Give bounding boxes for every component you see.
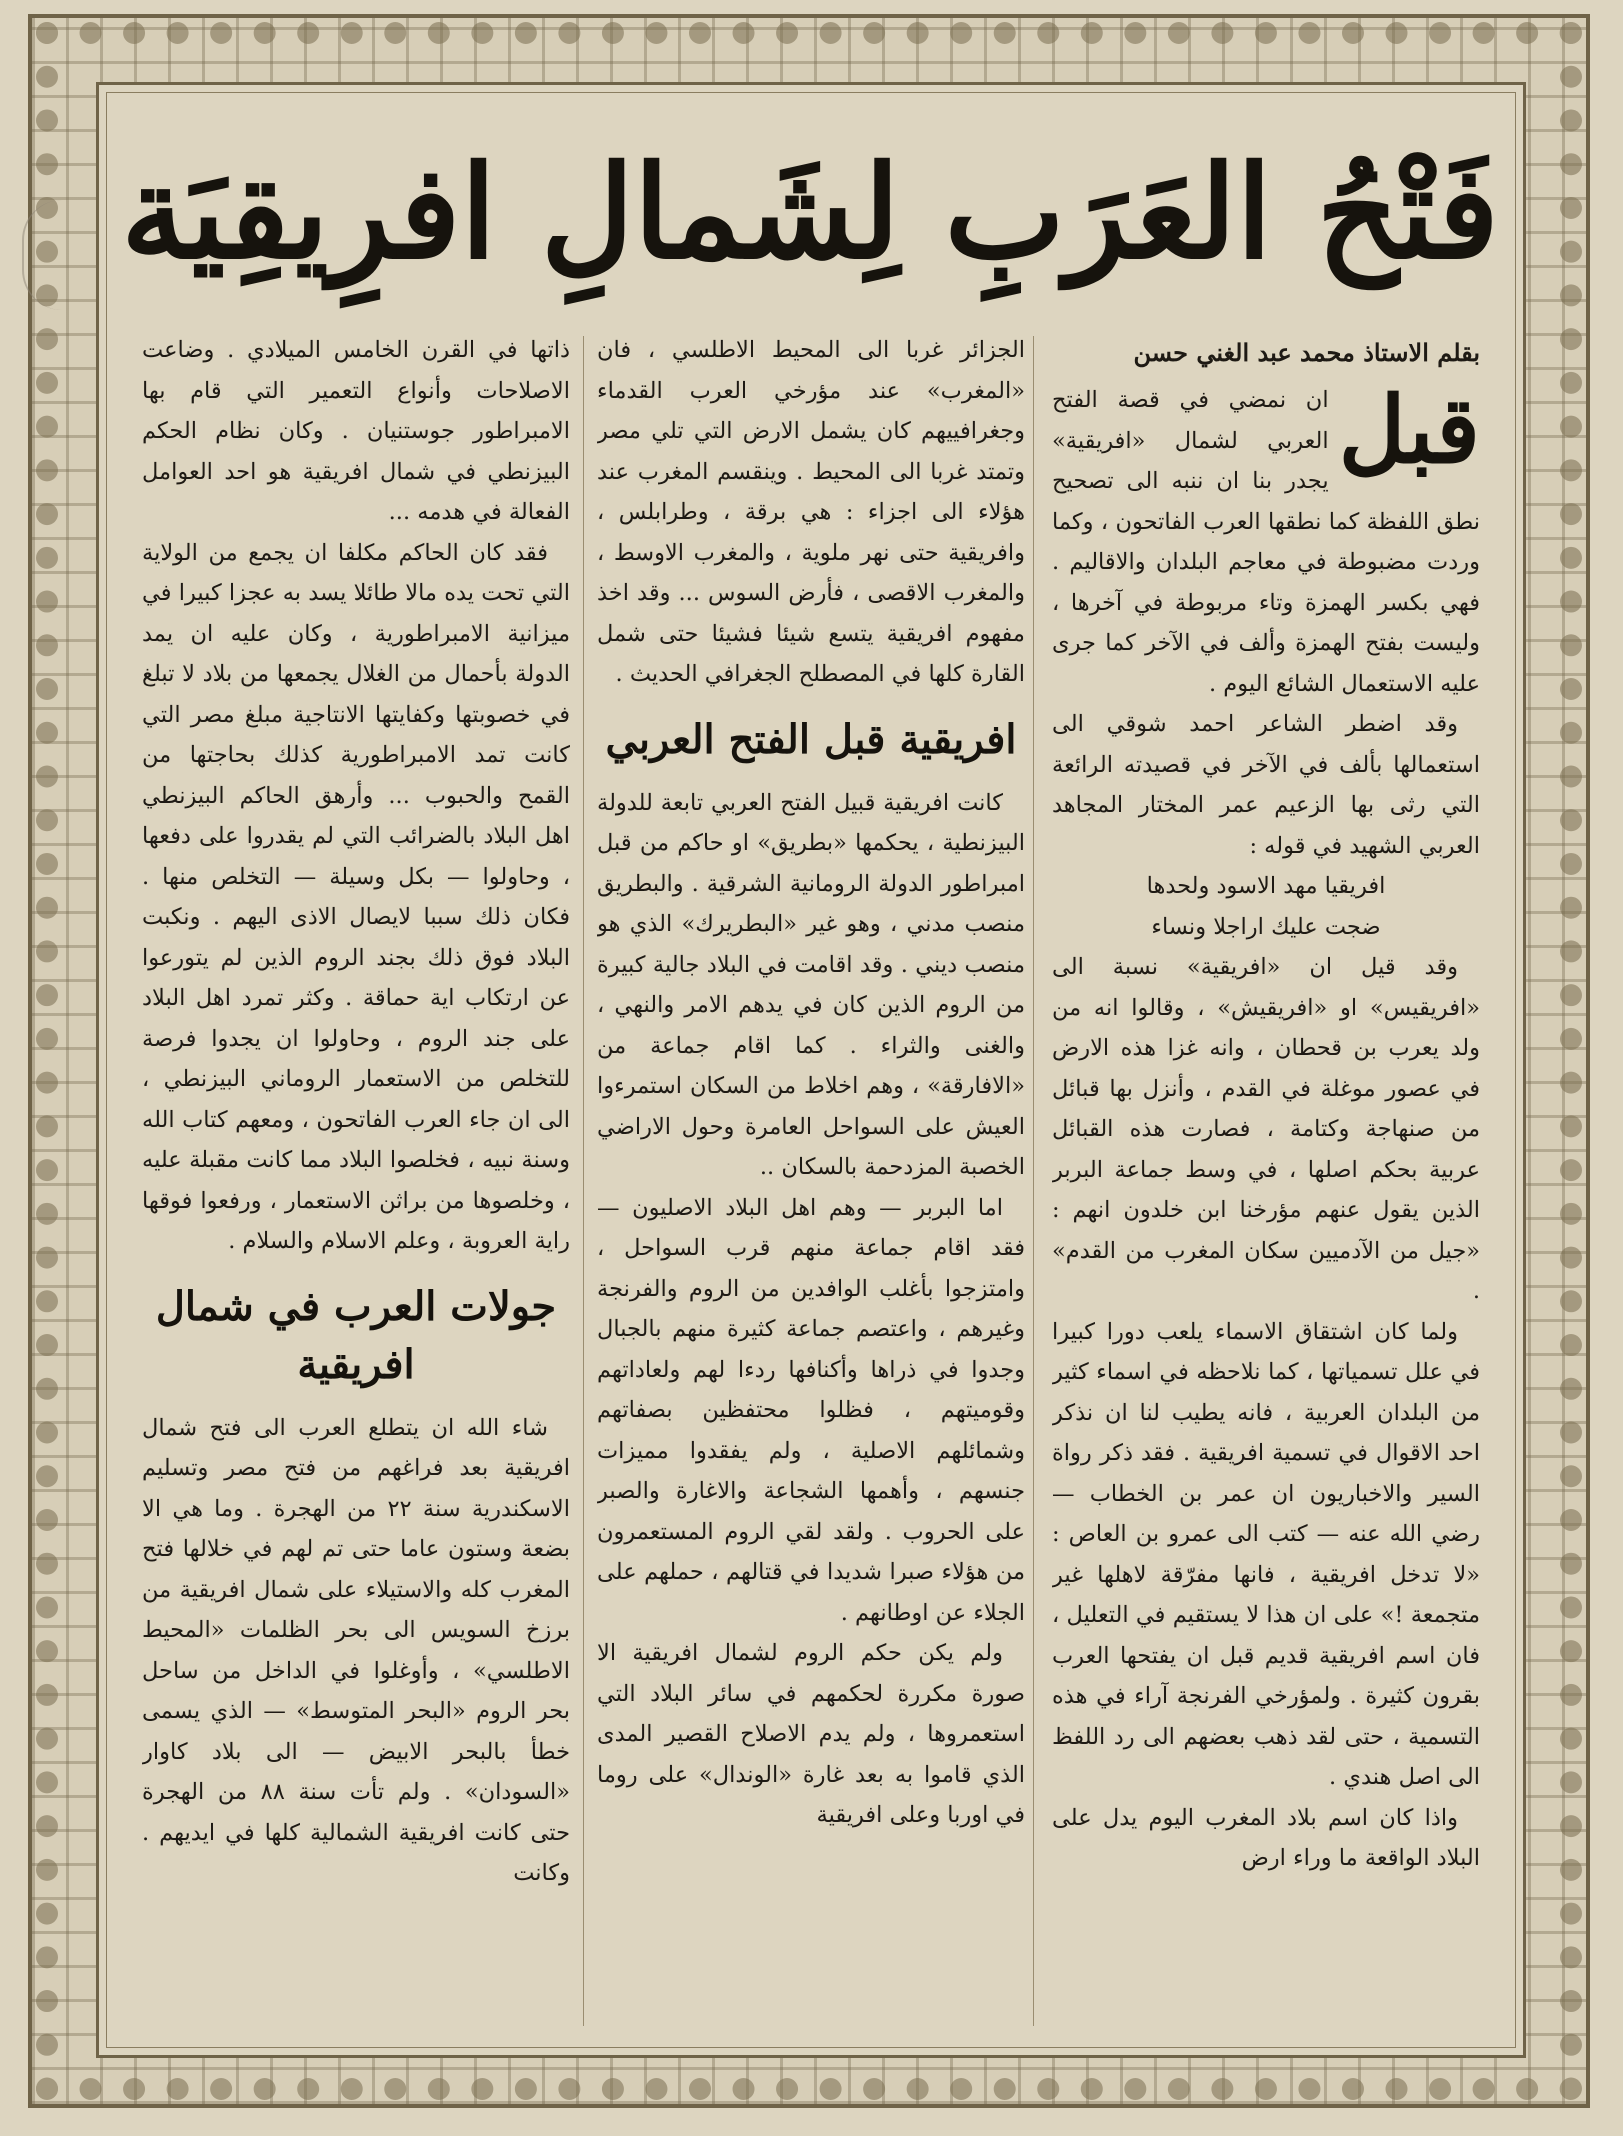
- paragraph: واذا كان اسم بلاد المغرب اليوم يدل على البلاد الواقعة ما وراء ارض: [1052, 1804, 1480, 1871]
- paragraph: اما البربر — وهم اهل البلاد الاصليون — فقد اقام جماعة منهم قرب السواحل ، وامتزجوا بأغلب الوافدين من الروم والفرنجة وغيرهم ، واعتصم جماعة كثيرة منهم بالجبال وجدوا في ذراها وأكنافها ردءا لهم ولعاداتهم وقوميتهم ، فظلوا محتفظين بصفاتهم وشمائلهم الاصلية ، ولم يفقدوا مميزات جنسهم ، وأهمها الشجاعة والاغارة والصبر على الحروب . ولقد لقي الروم المستعمرون من هؤلاء صبرا شديدا في قتالهم ، حملهم على الجلاء عن اوطانهم .: [597, 1194, 1025, 1626]
- column-left: [142, 330, 570, 2030]
- section-heading: جولات العرب في شمال افريقية: [155, 1282, 557, 1388]
- column-right: [1052, 330, 1480, 2030]
- article-headline: فَتْحُ العَرَبِ لِشَمالِ افرِيقِيَة: [121, 138, 1499, 288]
- paragraph: ولما كان اشتقاق الاسماء يلعب دورا كبيرا في علل تسمياتها ، كما نلاحظه في اسماء كثير من البلدان العربية ، فانه يطيب لنا ان نذكر احد الاقوال في تسمية افريقية . فقد ذكر رواة السير والاخباريون ان عمر بن الخطاب — رضي الله عنه — كتب الى عمرو بن العاص : «لا تدخل افريقية ، فانها مفرّقة لاهلها غير متجمعة !» على ان هذا لا يستقيم في التعليل ، فان اسم افريقية قديم قبل ان يفتحها العرب بقرون كثيرة . ولمؤرخي الفرنجة آراء في هذه التسمية ، حتى لقد ذهب بعضهم الى رد اللفظ الى اصل هندي .: [1052, 1318, 1480, 1790]
- opening-paragraph: [1052, 376, 1480, 704]
- paragraph: وقد قيل ان «افريقية» نسبة الى «افريقيس» او «افريقيش» ، وقالوا انه من ولد يعرب بن قحطان ، وانه غزا هذه الارض في عصور موغلة في القدم ، وأنزل بها قبائل من صنهاجة وكتامة ، فصارت هذه القبائل عربية بحكم اصلها ، في وسط جماعة البربر الذين يقول عنهم مؤرخنا ابن خلدون انهم : «جيل من الآدميين سكان المغرب من القدم» .: [1052, 954, 1480, 1304]
- column-middle: [597, 330, 1025, 2030]
- poem-line: ضجت عليك اراجلا ونساء: [1151, 913, 1381, 940]
- paragraph: شاء الله ان يتطلع العرب الى فتح شمال افريقية بعد فراغهم من فتح مصر وتسليم الاسكندرية سنة ٢٢ من الهجرة . وما هي الا بضعة وستون عاما حتى تم لهم في خلالها فتح المغرب كله والاستيلاء على شمال افريقية من برزخ السويس الى بحر الظلمات «المحيط الاطلسي» ، وأوغلوا في الداخل من ساحل بحر الروم «البحر المتوسط» — الذي يسمى خطأ بالبحر الابيض — الى بلاد كاوار «السودان» . ولم تأت سنة ٨٨ من الهجرة حتى كانت افريقية الشمالية كلها في ايديهم . وكانت: [142, 1414, 570, 1886]
- byline: بقلم الاستاذ محمد عبد الغني حسن: [1133, 338, 1480, 367]
- paragraph: كانت افريقية قبيل الفتح العربي تابعة للدولة البيزنطية ، يحكمها «بطريق» او حاكم من قبل امبراطور الدولة الرومانية الشرقية . والبطريق منصب مدني ، وهو غير «البطريرك» الذي هو منصب ديني . وقد اقامت في البلاد جالية كبيرة من الروم الذين كان في يدهم الامر والنهي ، والغنى والثراء . كما اقام جماعة من «الافارقة» ، وهم اخلاط من السكان استمرءوا العيش على السواحل العامرة وحول الاراضي الخصبة المزدحمة بالسكان ..: [597, 789, 1025, 1180]
- paragraph: فقد كان الحاكم مكلفا ان يجمع من الولاية التي تحت يده مالا طائلا يسد به عجزا كبيرا في ميزانية الامبراطورية ، وكان عليه ان يمد الدولة بأحمال من الغلال يجمعها من بلاد لا تبلغ في خصوبتها وكفايتها الانتاجية مبلغ مصر التي كانت تمد الامبراطورية كذلك بحاجتها من القمح والحبوب ... وأرهق الحاكم البيزنطي اهل البلاد بالضرائب التي لم يقدروا على دفعها ، وحاولوا — بكل وسيلة — التخلص منها . فكان ذلك سببا لايصال الاذى اليهم . ونكبت البلاد فوق ذلك بجند الروم الذين لم يتورعوا عن ارتكاب اية حماقة . وكثر تمرد اهل البلاد على جند الروم ، وحاولوا ان يجدوا فرصة للتخلص من الاستعمار الروماني البيزنطي ، الى ان جاء العرب الفاتحون ، ومعهم كتاب الله وسنة نبيه ، فخلصوا البلاد مما كانت مقبلة عليه ، وخلصوها من براثن الاستعمار ، ورفعوا فوقها راية العروبة ، وعلم الاسلام والسلام .: [142, 539, 570, 1254]
- drop-cap: قبل: [1338, 376, 1480, 484]
- paragraph: ان نمضي في قصة الفتح العربي لشمال «افريقية» يجدر بنا ان ننبه الى تصحيح نطق اللفظة كما نطقها العرب الفاتحون ، وكما وردت مضبوطة في معاجم البلدان والاقاليم . فهي بكسر الهمزة وتاء مربوطة في آخرها ، وليست بفتح الهمزة وألف في الآخر كما جرى عليه الاستعمال الشائع اليوم .: [1052, 387, 1480, 697]
- article-columns: [142, 330, 1480, 2030]
- poem-line: افريقيا مهد الاسود ولحدها: [1146, 873, 1386, 899]
- paragraph: ولم يكن حكم الروم لشمال افريقية الا صورة مكررة لحكمهم في سائر البلاد التي استعمروها ، ولم يدم الاصلاح القصير المدى الذي قاموا به بعد غارة «الوندال» على روما في اوربا وعلى افريقية: [597, 1640, 1025, 1828]
- paragraph: الجزائر غربا الى المحيط الاطلسي ، فان «المغرب» عند مؤرخي العرب القدماء وجغرافييهم كان يشمل الارض التي تلي مصر وتمتد غربا الى المحيط . وينقسم المغرب عند هؤلاء الى اجزاء : هي برقة ، وطرابلس ، وافريقية حتى نهر ملوية ، والمغرب الاوسط ، والمغرب الاقصى ، فأرض السوس ... وقد اخذ مفهوم افريقية يتسع شيئا فشيئا حتى شمل القارة كلها في المصطلح الجغرافي الحديث .: [597, 337, 1025, 687]
- paragraph: وقد اضطر الشاعر احمد شوقي الى استعمالها بألف في الآخر في قصيدته الرائعة التي رثى بها الزعيم عمر المختار المجاهد العربي الشهيد في قوله :: [1052, 711, 1480, 859]
- section-heading: افريقية قبل الفتح العربي: [605, 715, 1017, 763]
- margin-scribble: [22, 200, 84, 310]
- paragraph: ذاتها في القرن الخامس الميلادي . وضاعت الاصلاحات وأنواع التعمير التي قام بها الامبراطور جوستنيان . وكان نظام الحكم البيزنطي في شمال افريقية هو احد العوامل الفعالة في هدمه ...: [142, 337, 570, 525]
